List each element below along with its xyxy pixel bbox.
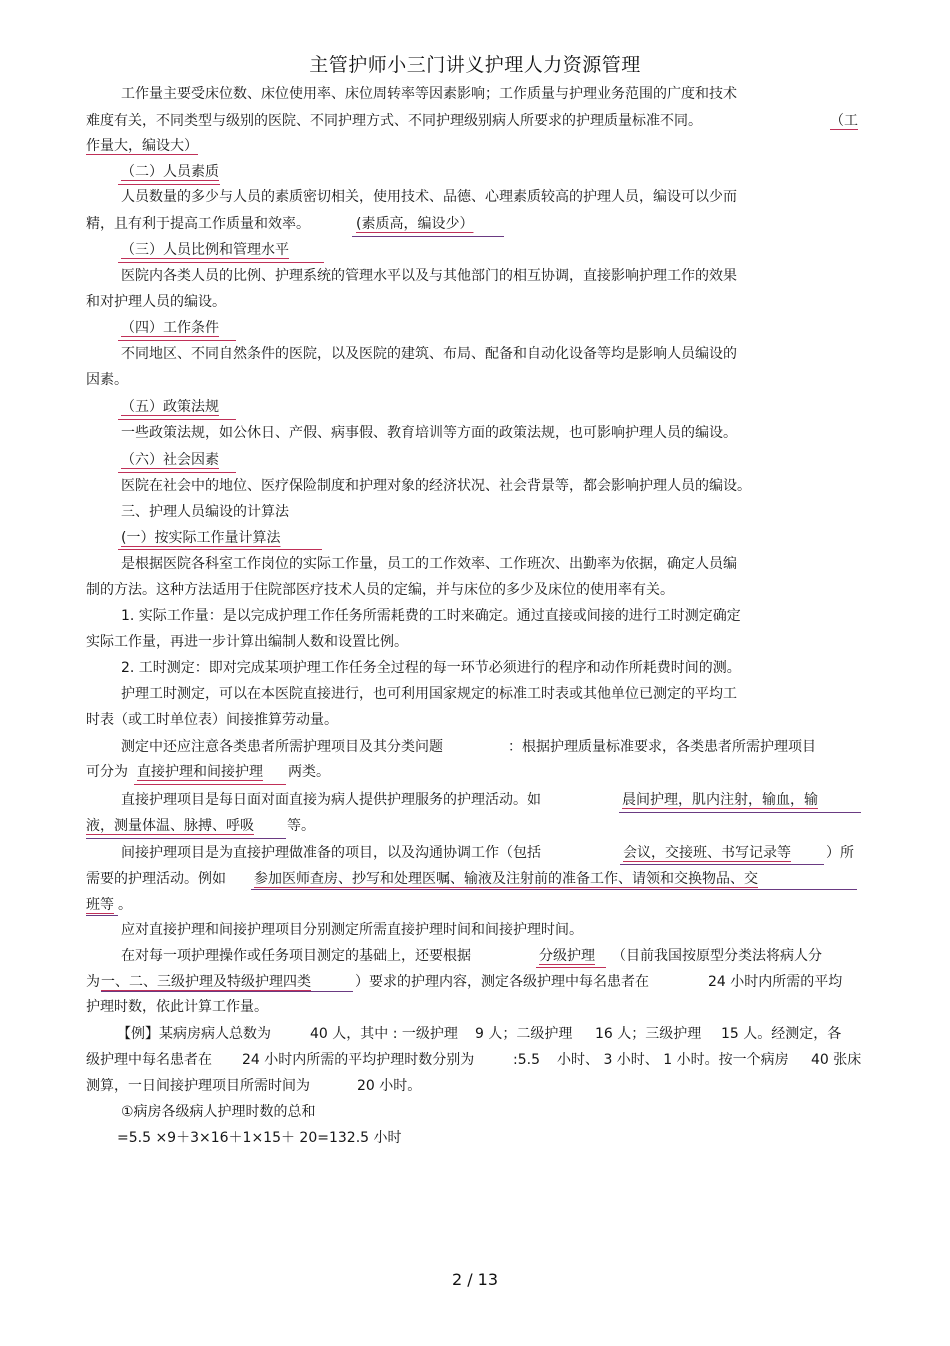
annotation-underline — [251, 889, 857, 890]
section-heading: （二）人员素质 — [121, 164, 219, 180]
paragraph-line: 级护理中每名患者在 — [86, 1052, 212, 1068]
annotation-highlight: 参加医师查房、抄写和处理医嘱、输液及注射前的准备工作、请领和交换物品、交 — [254, 871, 758, 887]
paragraph-line: 一些政策法规，如公休日、产假、病事假、教育培训等方面的政策法规，也可影响护理人员的编设。 — [121, 425, 737, 441]
paragraph-line: ：根据护理质量标准要求，各类患者所需护理项目 — [508, 739, 816, 755]
annotation-highlight: 分级护理 — [539, 948, 595, 964]
paragraph-line: ）要求的护理内容，测定各级护理中每名患者在 — [355, 974, 649, 990]
annotation-highlight: 一、二、三级护理及特级护理四类 — [101, 974, 311, 990]
paragraph-line: ）所 — [826, 845, 854, 861]
paragraph-line: 在对每一项护理操作或任务项目测定的基础上，还要根据 — [121, 948, 471, 964]
annotation-highlight: (素质高，编设少） — [356, 216, 474, 232]
paragraph-line: 20 小时。 — [357, 1078, 422, 1094]
paragraph-line: 【例】某病房病人总数为 — [117, 1026, 271, 1042]
page-number: 2 / 13 — [451, 1270, 499, 1289]
annotation-highlight: （工 — [830, 113, 858, 129]
paragraph-line: 16 人；三级护理 — [595, 1026, 702, 1042]
paragraph-line: 等。 — [287, 818, 315, 834]
section-heading: （六）社会因素 — [121, 452, 219, 468]
paragraph-line: 可分为 — [86, 764, 128, 780]
paragraph-line: 不同地区、不同自然条件的医院，以及医院的建筑、布局、配备和自动化设备等均是影响人员编设的 — [121, 346, 737, 362]
annotation-underline — [619, 812, 861, 813]
paragraph-line: 需要的护理活动。例如 — [86, 871, 226, 887]
section-heading: （四）工作条件 — [121, 320, 219, 336]
heading-underline — [118, 184, 220, 185]
annotation-highlight: 班等 — [86, 897, 114, 913]
paragraph-line: 9 人；二级护理 — [475, 1026, 573, 1042]
paragraph-line: 医院在社会中的地位、医疗保险制度和护理对象的经济状况、社会背景等，都会影响护理人员的编设。 — [121, 478, 751, 494]
heading-underline — [118, 340, 236, 341]
paragraph-line: 精，且有利于提高工作质量和效率。 — [86, 216, 310, 232]
paragraph-line: 24 小时内所需的平均 — [708, 974, 843, 990]
annotation-underline — [101, 991, 353, 992]
paragraph-line: 测定中还应注意各类患者所需护理项目及其分类问题 — [121, 739, 443, 755]
formula-line: =5.5 ×9＋3×16＋1×15＋ 20=132.5 小时 — [117, 1130, 402, 1146]
paragraph-line: 24 小时内所需的平均护理时数分别为 — [242, 1052, 475, 1068]
paragraph-line: ①病房各级病人护理时数的总和 — [121, 1104, 316, 1120]
paragraph-line: 时表（或工时单位表）间接推算劳动量。 — [86, 712, 338, 728]
annotation-underline — [134, 784, 286, 785]
annotation-underline — [352, 236, 504, 237]
paragraph-line: 为 — [86, 974, 100, 990]
paragraph-line: 间接护理项目是为直接护理做准备的项目，以及沟通协调工作（包括 — [121, 845, 541, 861]
paragraph-line: 医院内各类人员的比例、护理系统的管理水平以及与其他部门的相互协调，直接影响护理工作的效果 — [121, 268, 737, 284]
heading-underline — [118, 419, 236, 420]
paragraph-line: 40 人，其中 : 一级护理 — [310, 1026, 458, 1042]
heading-underline — [118, 262, 324, 263]
annotation-highlight: 晨间护理，肌内注射，输血，输 — [622, 792, 818, 808]
annotation-highlight: 直接护理和间接护理 — [137, 764, 263, 780]
section-heading: （三）人员比例和管理水平 — [121, 242, 289, 258]
paragraph-line: 小时、 3 小时、 1 小时。按一个病房 — [557, 1052, 789, 1068]
paragraph-line: 工作量主要受床位数、床位使用率、床位周转率等因素影响；工作质量与护理业务范围的广度和技术 — [121, 86, 737, 102]
paragraph-line: 和对护理人员的编设。 — [86, 294, 226, 310]
paragraph-line: 实际工作量，再进一步计算出编制人数和设置比例。 — [86, 634, 408, 650]
annotation-highlight: 作量大，编设大） — [86, 138, 198, 154]
paragraph-line: 因素。 — [86, 372, 128, 388]
heading-underline — [118, 472, 236, 473]
annotation-highlight: 会议，交接班、书写记录等 — [623, 845, 791, 861]
annotation-underline — [86, 915, 118, 916]
paragraph-line: 15 人。经测定，各 — [721, 1026, 842, 1042]
annotation-underline — [620, 864, 824, 865]
annotation-highlight: 液，测量体温、脉搏、呼吸 — [86, 818, 254, 834]
heading-underline — [118, 549, 322, 550]
paragraph-line: 1. 实际工作量：是以完成护理工作任务所需耗费的工时来确定。通过直接或间接的进行工时测定确定 — [121, 608, 741, 624]
paragraph-line: 制的方法。这种方法适用于住院部医疗技术人员的定编，并与床位的多少及床位的使用率有关。 — [86, 582, 674, 598]
paragraph-line: 测算，一日间接护理项目所需时间为 — [86, 1078, 310, 1094]
paragraph-line: 护理工时测定，可以在本医院直接进行，也可利用国家规定的标准工时表或其他单位已测定的平均工 — [121, 686, 737, 702]
paragraph-line: 护理时数，依此计算工作量。 — [86, 999, 268, 1015]
section-heading: 三、护理人员编设的计算法 — [121, 504, 289, 520]
paragraph-line: 40 张床 — [811, 1052, 862, 1068]
annotation-underline — [86, 838, 286, 839]
paragraph-line: 难度有关，不同类型与级别的医院、不同护理方式、不同护理级别病人所要求的护理质量标准不同。 — [86, 113, 702, 129]
paragraph-line: 直接护理项目是每日面对面直接为病人提供护理服务的护理活动。如 — [121, 792, 541, 808]
paragraph-line: 两类。 — [288, 764, 330, 780]
paragraph-line: 人员数量的多少与人员的素质密切相关，使用技术、品德、心理素质较高的护理人员，编设可以少而 — [121, 189, 737, 205]
paragraph-line: 应对直接护理和间接护理项目分别测定所需直接护理时间和间接护理时间。 — [121, 922, 583, 938]
section-heading: （五）政策法规 — [121, 399, 219, 415]
annotation-underline — [536, 967, 606, 968]
paragraph-line: （目前我国按原型分类法将病人分 — [612, 948, 822, 964]
paragraph-line: 。 — [118, 897, 132, 913]
page-title: 主管护师小三门讲义护理人力资源管理 — [309, 54, 641, 76]
section-heading: (一）按实际工作量计算法 — [121, 530, 281, 546]
paragraph-line: 是根据医院各科室工作岗位的实际工作量，员工的工作效率、工作班次、出勤率为依据，确定人员编 — [121, 556, 737, 572]
paragraph-line: 2. 工时测定：即对完成某项护理工作任务全过程的每一环节必须进行的程序和动作所耗费时间的测。 — [121, 660, 741, 676]
paragraph-line: :5.5 — [513, 1052, 540, 1068]
